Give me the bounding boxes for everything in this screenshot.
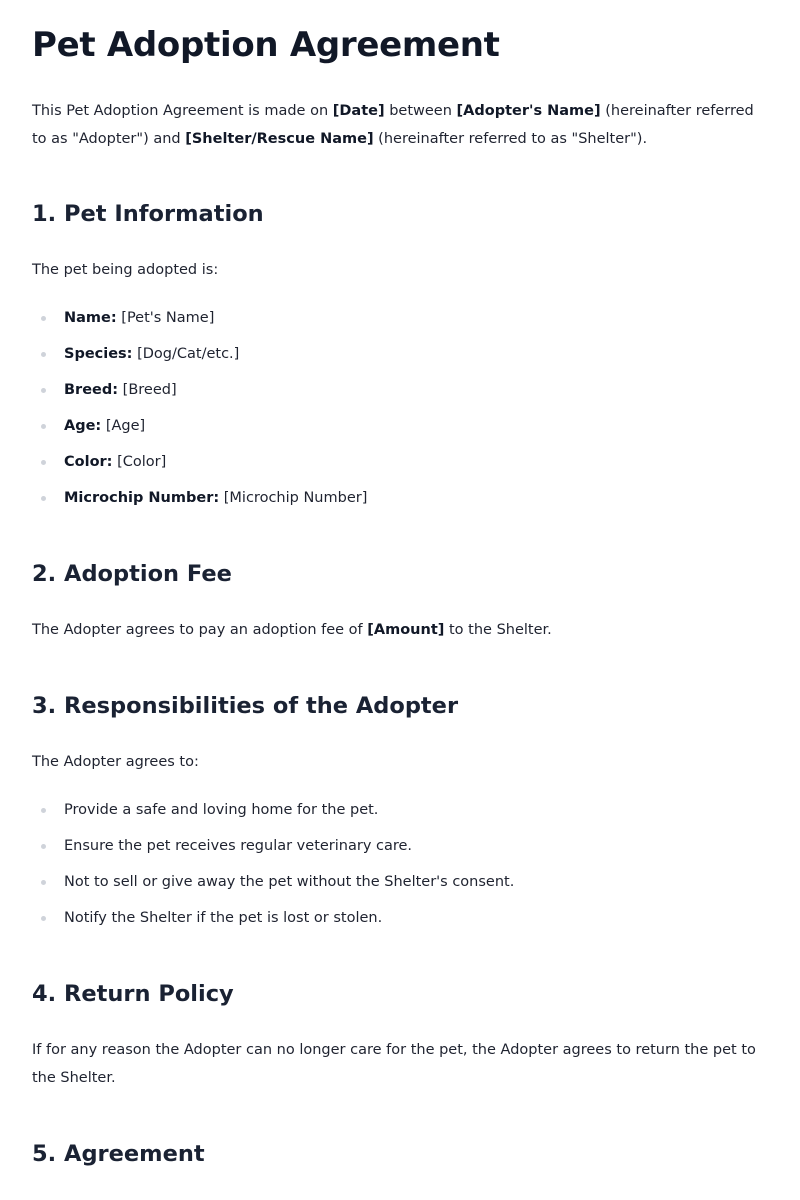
fee-text: to the Shelter. bbox=[444, 622, 552, 638]
adoption-fee-paragraph bbox=[32, 616, 757, 644]
item-value: [Dog/Cat/etc.] bbox=[132, 346, 240, 362]
item-value: [Pet's Name] bbox=[116, 310, 215, 326]
list-item bbox=[32, 408, 367, 444]
bullet-icon bbox=[41, 352, 46, 357]
item-label: Name: bbox=[64, 310, 117, 326]
intro-text: between bbox=[384, 103, 457, 119]
section-heading-pet-information: 1. Pet Information bbox=[32, 201, 264, 227]
date-placeholder: [Date] bbox=[332, 103, 385, 119]
intro-paragraph bbox=[32, 97, 757, 153]
page-title: Pet Adoption Agreement bbox=[32, 25, 500, 65]
list-item bbox=[32, 864, 514, 900]
intro-text: (hereinafter referred to as "Shelter"). bbox=[373, 131, 648, 147]
item-value: [Age] bbox=[101, 418, 146, 434]
responsibilities-list bbox=[32, 792, 514, 936]
bullet-icon bbox=[41, 424, 46, 429]
list-item bbox=[32, 444, 367, 480]
bullet-icon bbox=[41, 880, 46, 885]
item-text: Not to sell or give away the pet without the Shelter's consent. bbox=[64, 874, 515, 890]
item-value: [Microchip Number] bbox=[219, 490, 368, 506]
item-text: Notify the Shelter if the pet is lost or stolen. bbox=[64, 910, 383, 926]
list-item bbox=[32, 792, 514, 828]
list-item bbox=[32, 900, 514, 936]
fee-text: The Adopter agrees to pay an adoption fee of bbox=[32, 622, 368, 638]
bullet-icon bbox=[41, 460, 46, 465]
bullet-icon bbox=[41, 388, 46, 393]
item-text: Provide a safe and loving home for the pet. bbox=[64, 802, 379, 818]
return-policy-paragraph: If for any reason the Adopter can no longer care for the pet, the Adopter agrees to return the pet to the Shelter. bbox=[32, 1042, 756, 1086]
item-label: Color: bbox=[64, 454, 113, 470]
list-item bbox=[32, 336, 367, 372]
item-label: Breed: bbox=[64, 382, 119, 398]
list-item bbox=[32, 828, 514, 864]
item-label: Age: bbox=[64, 418, 102, 434]
item-text: Ensure the pet receives regular veterinary care. bbox=[64, 838, 413, 854]
amount-placeholder: [Amount] bbox=[367, 622, 445, 638]
bullet-icon bbox=[41, 808, 46, 813]
section-heading-responsibilities: 3. Responsibilities of the Adopter bbox=[32, 693, 459, 719]
bullet-icon bbox=[41, 916, 46, 921]
intro-text: This Pet Adoption Agreement is made on bbox=[32, 103, 333, 119]
bullet-icon bbox=[41, 496, 46, 501]
item-value: [Breed] bbox=[118, 382, 177, 398]
intro-text: (hereinafter referred to as "Adopter") and bbox=[32, 103, 754, 147]
bullet-icon bbox=[41, 316, 46, 321]
section-heading-adoption-fee: 2. Adoption Fee bbox=[32, 561, 232, 587]
adopter-name-placeholder: [Adopter's Name] bbox=[456, 103, 601, 119]
pet-information-lead: The pet being adopted is: bbox=[32, 262, 219, 278]
list-item bbox=[32, 300, 367, 336]
item-value: [Color] bbox=[112, 454, 167, 470]
item-label: Microchip Number: bbox=[64, 490, 220, 506]
responsibilities-lead: The Adopter agrees to: bbox=[32, 754, 199, 770]
list-item bbox=[32, 480, 367, 516]
section-heading-return-policy: 4. Return Policy bbox=[32, 981, 234, 1007]
shelter-name-placeholder: [Shelter/Rescue Name] bbox=[185, 131, 374, 147]
list-item bbox=[32, 372, 367, 408]
bullet-icon bbox=[41, 844, 46, 849]
section-heading-agreement: 5. Agreement bbox=[32, 1141, 205, 1167]
item-label: Species: bbox=[64, 346, 133, 362]
pet-information-list bbox=[32, 300, 367, 516]
